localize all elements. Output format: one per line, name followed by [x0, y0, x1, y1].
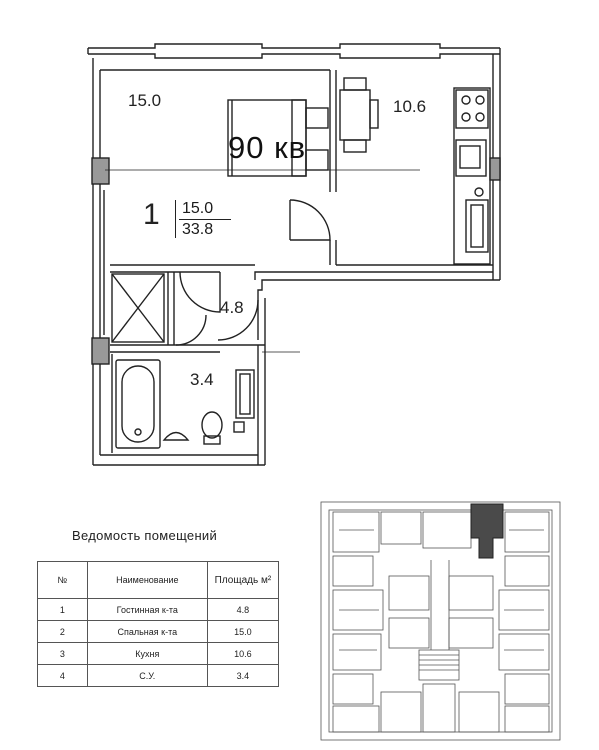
- header-number: №: [38, 562, 88, 599]
- rooms-table: [37, 561, 279, 687]
- key-plan-drawing: [319, 500, 562, 742]
- table-header-row: [38, 562, 279, 599]
- living-room-area: 15.0: [128, 91, 162, 110]
- row-number: 3: [38, 643, 88, 665]
- door-bathroom: [176, 315, 206, 345]
- fridge: [466, 200, 488, 252]
- row-area: 10.6: [207, 643, 278, 665]
- row-area: 3.4: [207, 665, 278, 687]
- fraction-line: [179, 219, 231, 220]
- highlighted-apartment: [471, 504, 503, 558]
- row-name: Спальная к-та: [87, 621, 207, 643]
- row-number: 4: [38, 665, 88, 687]
- area-summary: [137, 196, 235, 241]
- door-kitchen: [290, 200, 330, 240]
- kitchen-table: [340, 90, 370, 140]
- bath-cabinet: [236, 370, 254, 418]
- floor-key-plan: [319, 500, 562, 742]
- basin: [164, 433, 188, 441]
- hall-area: 4.8: [220, 298, 244, 317]
- row-area: 4.8: [207, 599, 278, 621]
- row-area: 15.0: [207, 621, 278, 643]
- header-area: Площадь м²: [207, 562, 278, 599]
- row-name: Гостинная к-та: [87, 599, 207, 621]
- column-upper: [92, 158, 109, 184]
- row-number: 1: [38, 599, 88, 621]
- bathroom-area: 3.4: [190, 370, 214, 389]
- summary-divider: [175, 200, 176, 238]
- header-name: Наименование: [87, 562, 207, 599]
- toilet: [202, 412, 222, 438]
- apartment-code: 90 кв: [228, 130, 307, 165]
- top-wall: [88, 44, 500, 48]
- kitchen-area: 10.6: [393, 97, 427, 116]
- rooms-count: 1: [143, 198, 160, 231]
- living-area-total: 15.0: [182, 200, 214, 217]
- table-title: Ведомость помещений: [72, 528, 218, 543]
- table-row: [38, 621, 279, 643]
- stove: [456, 90, 488, 128]
- row-name: Кухня: [87, 643, 207, 665]
- table-row: [38, 665, 279, 687]
- row-number: 2: [38, 621, 88, 643]
- table-row: [38, 643, 279, 665]
- total-area: 33.8: [182, 221, 214, 238]
- row-name: С.У.: [87, 665, 207, 687]
- table-row: [38, 599, 279, 621]
- door-hall: [180, 272, 220, 312]
- column-lower: [92, 338, 109, 364]
